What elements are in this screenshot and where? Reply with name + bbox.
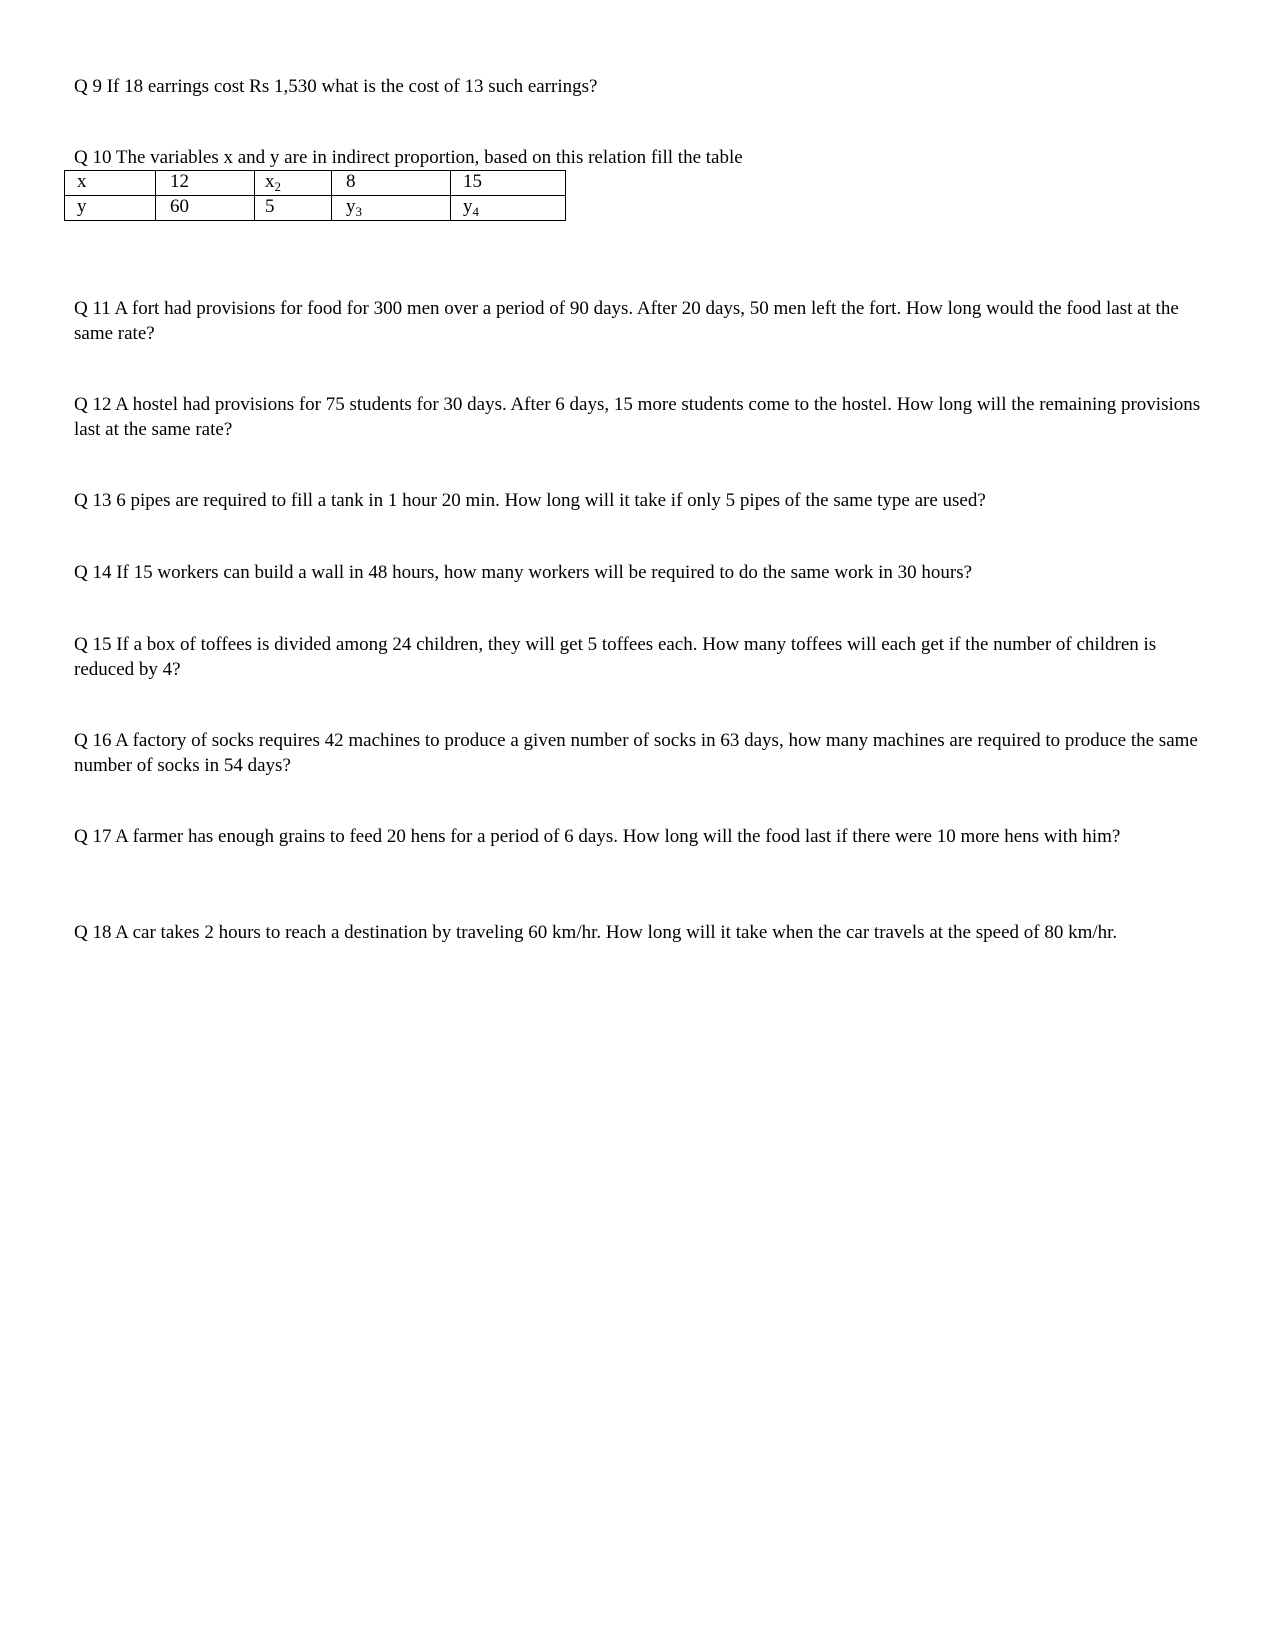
row-label-y: y xyxy=(65,196,156,221)
question-16: Q 16 A factory of socks requires 42 machines to produce a given number of socks in 63 days, how many machines are required to produce the same number of socks in 54 days? xyxy=(74,730,1198,776)
question-11: Q 11 A fort had provisions for food for 300 men over a period of 90 days. After 20 days, 50 men left the fort. How long would the food last at the same rate? xyxy=(74,298,1179,344)
question-9: Q 9 If 18 earrings cost Rs 1,530 what is the cost of 13 such earrings? xyxy=(74,76,598,97)
proportion-table xyxy=(64,170,566,221)
table-row-y xyxy=(65,196,566,221)
table-row-x xyxy=(65,171,566,196)
question-10: Q 10 The variables x and y are in indirect proportion, based on this relation fill the table xyxy=(74,147,743,168)
cell-x1: 12 xyxy=(156,171,255,196)
cell-x2-subscript: 2 xyxy=(274,179,281,194)
question-17: Q 17 A farmer has enough grains to feed 20 hens for a period of 6 days. How long will the food last if there were 10 more hens with him? xyxy=(74,826,1121,847)
cell-y2: 5 xyxy=(255,196,332,221)
cell-y3-subscript: 3 xyxy=(355,204,362,219)
cell-x4: 15 xyxy=(451,171,566,196)
cell-y3-base: y xyxy=(346,196,356,217)
cell-x2 xyxy=(255,171,332,196)
question-13: Q 13 6 pipes are required to fill a tank in 1 hour 20 min. How long will it take if only 5 pipes of the same type are used? xyxy=(74,490,986,511)
cell-x3: 8 xyxy=(332,171,451,196)
row-label-x: x xyxy=(65,171,156,196)
cell-y4 xyxy=(451,196,566,221)
question-18: Q 18 A car takes 2 hours to reach a destination by traveling 60 km/hr. How long will it take when the car travels at the speed of 80 km/hr. xyxy=(74,922,1118,943)
cell-y3 xyxy=(332,196,451,221)
cell-y1: 60 xyxy=(156,196,255,221)
cell-y4-subscript: 4 xyxy=(472,204,479,219)
cell-y4-base: y xyxy=(463,196,473,217)
question-15: Q 15 If a box of toffees is divided among 24 children, they will get 5 toffees each. How many toffees will each get if the number of children is reduced by 4? xyxy=(74,634,1157,680)
question-14: Q 14 If 15 workers can build a wall in 48 hours, how many workers will be required to do the same work in 30 hours? xyxy=(74,562,973,583)
cell-x2-base: x xyxy=(265,171,275,192)
question-12: Q 12 A hostel had provisions for 75 students for 30 days. After 6 days, 15 more students come to the hostel. How long will the remaining provisions last at the same rate? xyxy=(74,394,1201,440)
